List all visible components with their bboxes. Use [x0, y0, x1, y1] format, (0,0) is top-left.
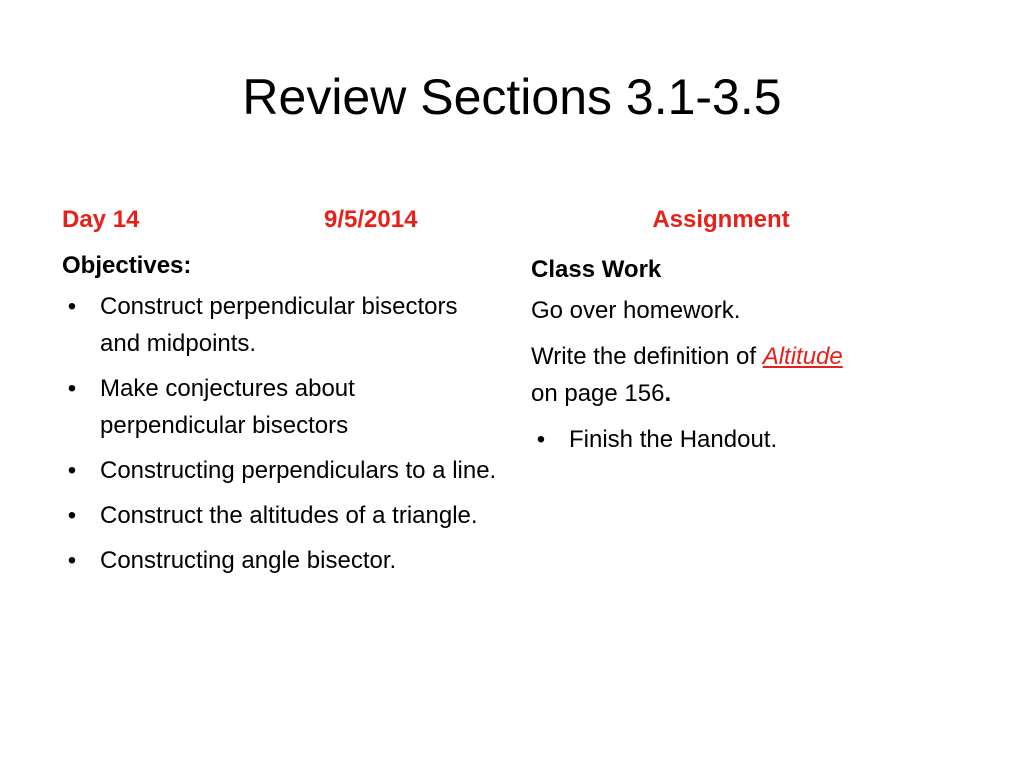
- list-item: [62, 497, 502, 534]
- assignment-text: Finish the Handout.: [569, 426, 778, 453]
- list-item: [62, 288, 502, 362]
- definition-period: .: [664, 380, 672, 407]
- date-label: 9/5/2014: [324, 206, 418, 233]
- list-item: [531, 421, 971, 458]
- assignment-heading: Assignment: [652, 206, 790, 233]
- day-label: Day 14: [62, 206, 140, 233]
- assignment-list: [531, 421, 971, 458]
- definition-line: [531, 338, 971, 412]
- objective-text: Constructing perpendiculars to a line.: [100, 457, 497, 484]
- bullet-icon: •: [536, 426, 546, 453]
- definition-suffix: on page 156: [531, 380, 665, 407]
- list-item: [62, 542, 502, 579]
- bullet-icon: •: [67, 293, 77, 320]
- list-item: [62, 370, 502, 444]
- bullet-icon: •: [67, 502, 77, 529]
- bullet-icon: •: [67, 547, 77, 574]
- left-header: [62, 200, 502, 240]
- right-header: [531, 200, 971, 240]
- bullet-icon: •: [67, 457, 77, 484]
- objectives-list: [62, 288, 502, 579]
- class-work-heading: Class Work: [531, 256, 662, 283]
- objectives-heading: Objectives:: [62, 252, 192, 279]
- objective-text: Construct the altitudes of a triangle.: [100, 502, 478, 529]
- definition-prefix: Write the definition of: [531, 343, 763, 370]
- homework-line: Go over homework.: [531, 297, 741, 324]
- objective-text: Construct perpendicular bisectors and midpoints.: [100, 293, 458, 357]
- objective-text: Constructing angle bisector.: [100, 547, 397, 574]
- list-item: [62, 452, 502, 489]
- objective-text: Make conjectures about perpendicular bisectors: [100, 375, 355, 439]
- right-column: [531, 200, 971, 466]
- left-column: [62, 200, 502, 587]
- slide-title: Review Sections 3.1-3.5: [242, 69, 782, 125]
- bullet-icon: •: [67, 375, 77, 402]
- altitude-link[interactable]: Altitude: [762, 343, 843, 370]
